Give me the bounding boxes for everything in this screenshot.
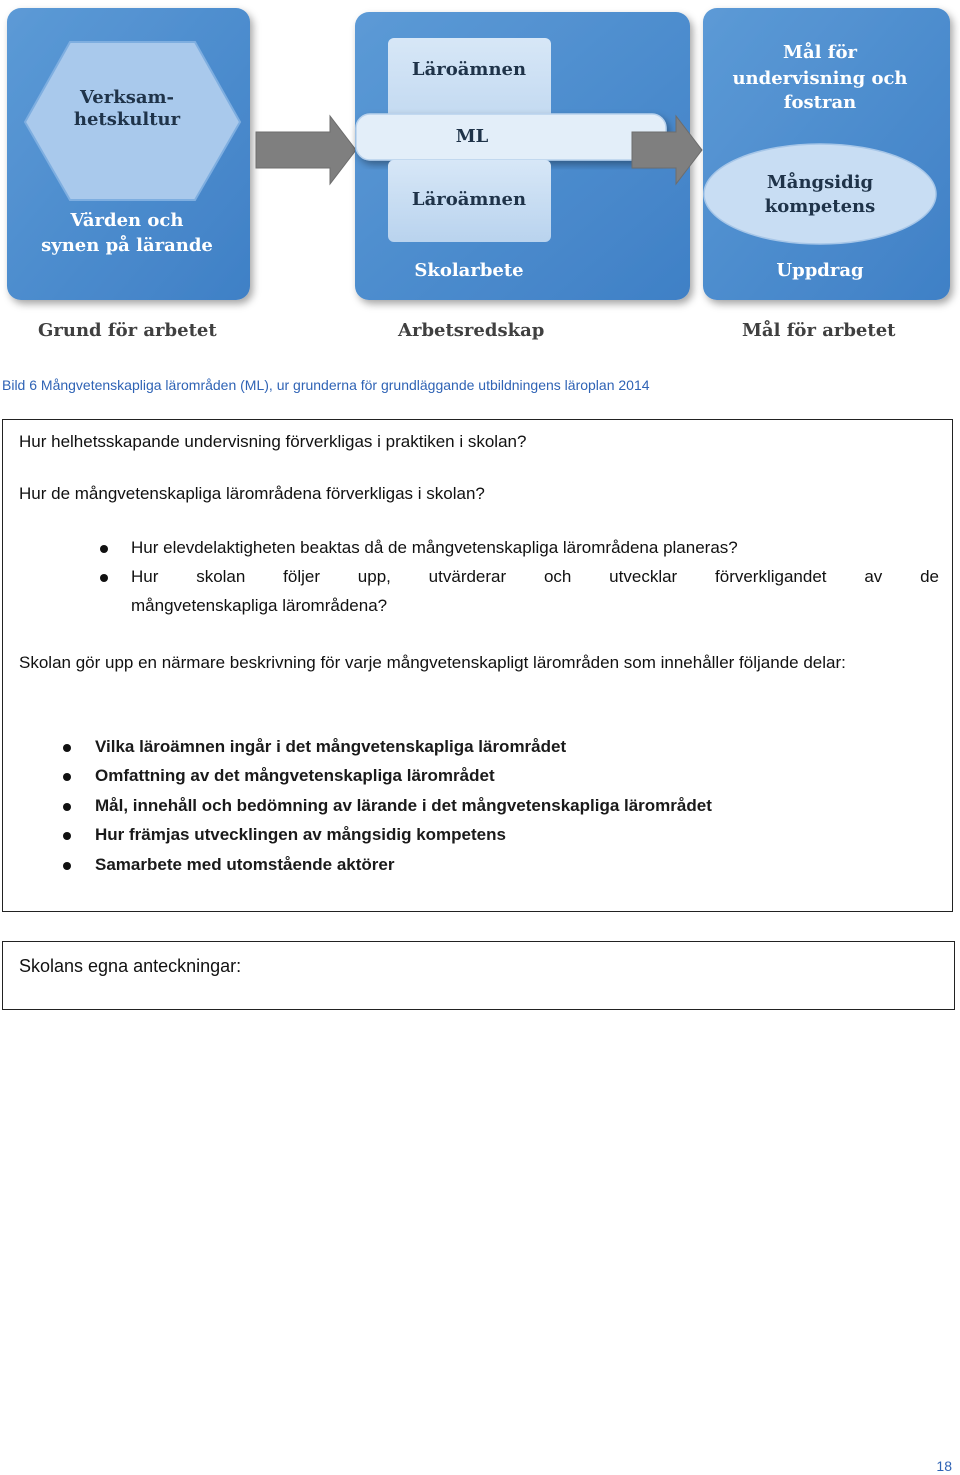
- arrow-right-icon: [256, 116, 356, 184]
- ellipse-text-line1: Mångsidig: [766, 172, 874, 193]
- ml-band-label: ML: [455, 126, 489, 147]
- figure-caption: Bild 6 Mångvetenskapliga lärområden (ML), ur grunderna för grundläggande utbildningens läroplan 2014: [2, 377, 650, 393]
- bullet-icon: [63, 803, 71, 811]
- left-bottom-line2: synen på lärande: [41, 235, 213, 256]
- right-top-line1: Mål för: [783, 42, 857, 63]
- page-number: 18: [936, 1458, 952, 1474]
- part-item-2: Omfattning av det mångvetenskapliga lärområdet: [95, 766, 495, 785]
- part-item-4: Hur främjas utvecklingen av mångsidig kompetens: [95, 825, 506, 844]
- hex-text-line2: hetskultur: [73, 109, 181, 130]
- ml-diagram: [0, 0, 960, 350]
- ml-band: [356, 114, 666, 160]
- bullet-icon: [63, 744, 71, 752]
- part-item-1: Vilka läroämnen ingår i det mångvetenskapliga lärområdet: [95, 737, 567, 756]
- column-label-left: Grund för arbetet: [38, 320, 217, 341]
- question-1: Hur helhetsskapande undervisning förverkligas i praktiken i skolan?: [19, 432, 527, 451]
- ml-diagram-graphic: [0, 0, 960, 315]
- bullet-item-1: Hur elevdelaktigheten beaktas då de mångvetenskapliga lärområdena planeras?: [131, 538, 738, 557]
- column-label-center: Arbetsredskap: [398, 320, 545, 341]
- bullet-icon: [63, 862, 71, 870]
- right-bottom-label: Uppdrag: [776, 260, 864, 281]
- hex-text-line1: Verksam-: [79, 87, 175, 108]
- question-2: Hur de mångvetenskapliga lärområdena förverkligas i skolan?: [19, 484, 485, 503]
- notes-box[interactable]: [2, 941, 955, 1010]
- questions-box: [2, 419, 953, 912]
- bullet-icon: [63, 773, 71, 781]
- part-item-5: Samarbete med utomstående aktörer: [95, 855, 395, 874]
- bullet-icon: [100, 545, 108, 553]
- mangsidig-kompetens-ellipse: [704, 144, 936, 244]
- column-label-right: Mål för arbetet: [742, 320, 896, 341]
- notes-label: Skolans egna anteckningar:: [19, 956, 242, 976]
- bullet-item-2-line1: Hur skolan följer upp, utvärderar och utvecklar förverkligandet av de: [131, 567, 939, 586]
- bullet-icon: [63, 832, 71, 840]
- center-top-label: Läroämnen: [411, 59, 527, 80]
- bullet-icon: [100, 574, 108, 582]
- ellipse-text-line2: kompetens: [764, 196, 876, 217]
- bullet-item-2-line2: mångvetenskapliga lärområdena?: [131, 596, 388, 615]
- right-top-line2: undervisning och: [732, 68, 908, 89]
- center-lower-label: Läroämnen: [411, 189, 527, 210]
- left-bottom-line1: Värden och: [70, 210, 184, 231]
- part-item-3: Mål, innehåll och bedömning av lärande i det mångvetenskapliga lärområdet: [95, 796, 712, 815]
- description-paragraph: Skolan gör upp en närmare beskrivning för varje mångvetenskapligt lärområden som innehåller följande delar:: [19, 653, 846, 672]
- center-bottom-label: Skolarbete: [414, 260, 524, 281]
- right-top-line3: fostran: [783, 92, 857, 113]
